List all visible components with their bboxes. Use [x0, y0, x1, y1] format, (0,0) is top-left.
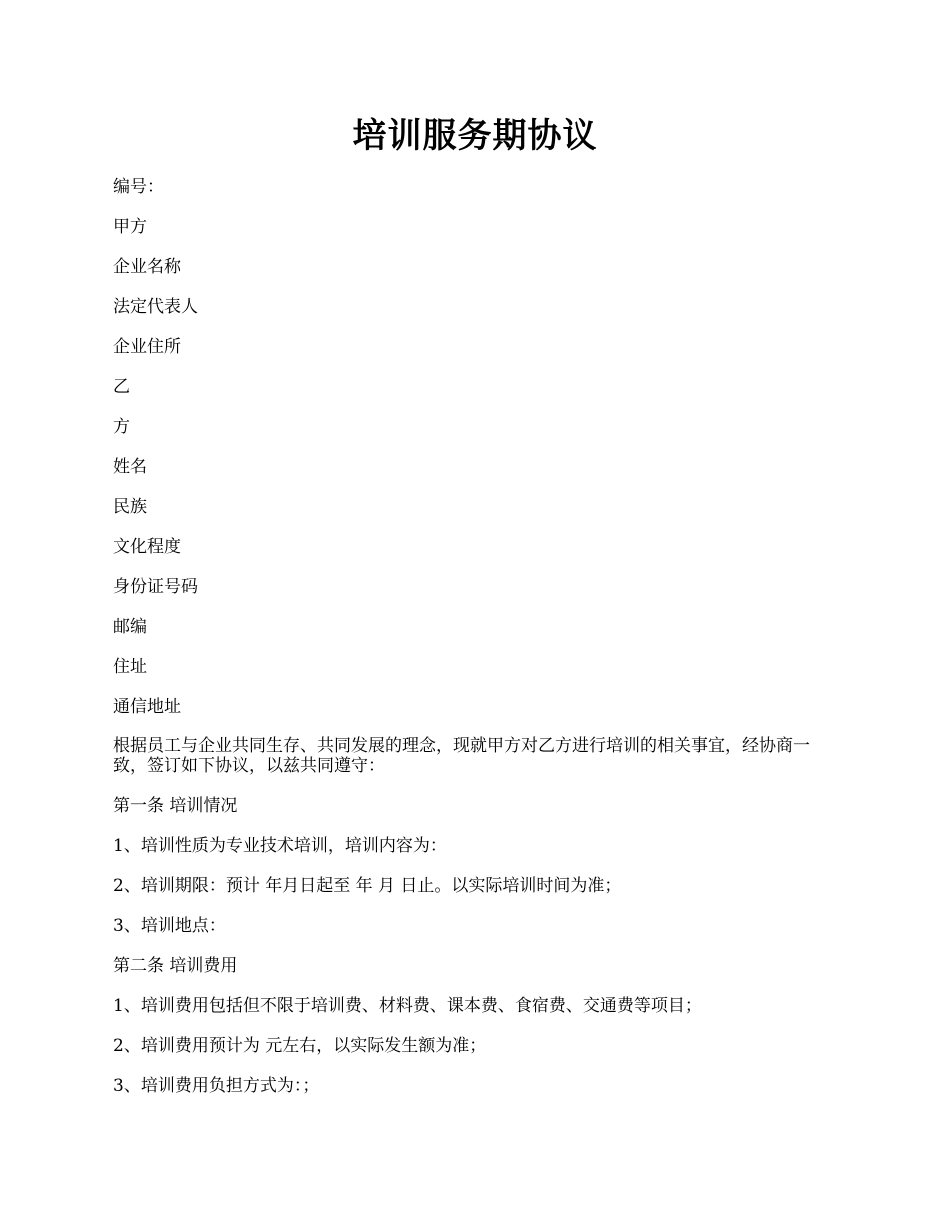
field-name: 姓名	[113, 457, 147, 477]
field-party-b-1: 乙	[113, 377, 130, 397]
article-2-item: 1、培训费用包括但不限于培训费、材料费、课本费、食宿费、交通费等项目；	[113, 996, 702, 1016]
field-ethnicity: 民族	[113, 497, 147, 517]
field-legal-representative: 法定代表人	[113, 297, 198, 317]
field-company-name: 企业名称	[113, 257, 181, 277]
field-party-b-2: 方	[113, 417, 130, 437]
field-education: 文化程度	[113, 537, 181, 557]
field-residence: 住址	[113, 657, 147, 677]
article-2-item: 2、培训费用预计为 元左右，以实际发生额为准；	[113, 1036, 487, 1056]
article-1-item: 1、培训性质为专业技术培训，培训内容为：	[113, 836, 447, 856]
field-number: 编号：	[113, 177, 164, 197]
field-company-address: 企业住所	[113, 337, 181, 357]
article-1-item: 2、培训期限：预计 年月日起至 年 月 日止。以实际培训时间为准；	[113, 876, 622, 896]
intro-paragraph: 根据员工与企业共同生存、共同发展的理念，现就甲方对乙方进行培训的相关事宜，经协商一致，签订如下协议，以兹共同遵守：	[113, 736, 810, 776]
article-1-item: 3、培训地点：	[113, 916, 226, 936]
article-2-item: 3、培训费用负担方式为：；	[113, 1076, 320, 1096]
field-id-number: 身份证号码	[113, 577, 198, 597]
article-2-heading: 第二条 培训费用	[113, 956, 238, 976]
field-mailing-address: 通信地址	[113, 697, 181, 717]
field-postcode: 邮编	[113, 617, 147, 637]
document-title: 培训服务期协议	[352, 116, 598, 156]
document-body	[113, 176, 843, 1115]
article-1-heading: 第一条 培训情况	[113, 796, 238, 816]
field-party-a: 甲方	[113, 217, 147, 237]
